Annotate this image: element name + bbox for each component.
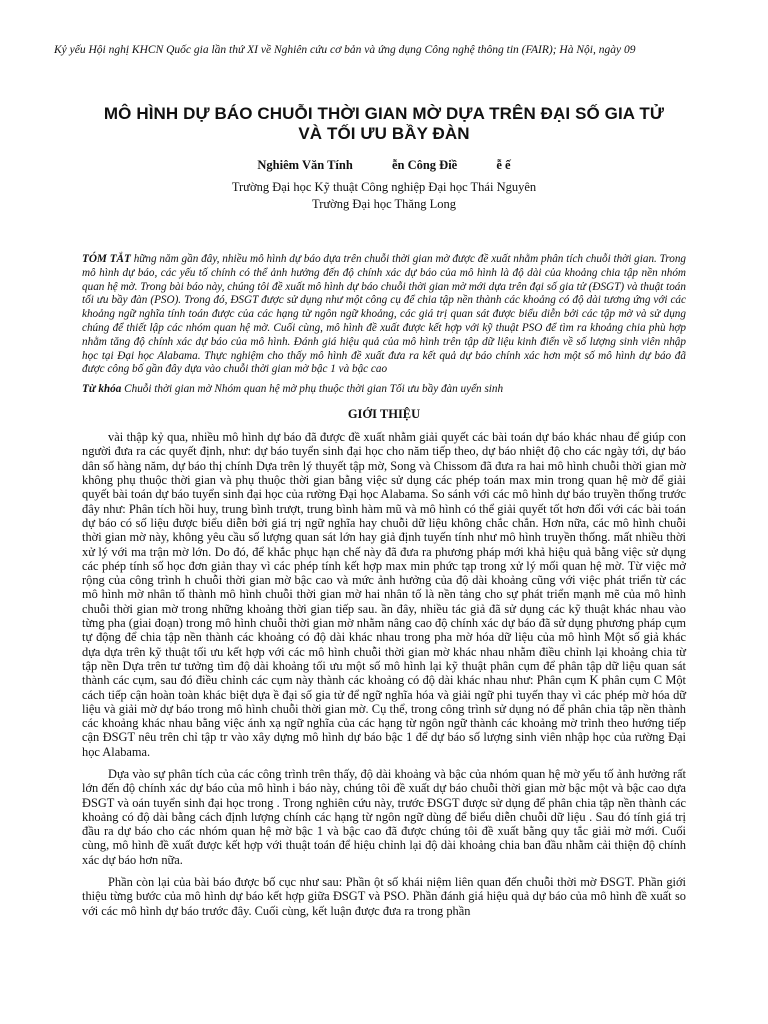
- body-paragraph-3: Phần còn lại của bài báo được bố cục như sau: Phần ột số khái niệm liên quan đến chuỗi thời mờ ĐSGT. Phần giới thiệu từng bước của mô hình dự báo kết hợp giữa ĐSGT và PSO. Phần đánh giá hiệu quả dự báo của mô hình đề xuất so với các mô hình dự báo trước đây. Cuối cùng, kết luận được đưa ra trong phần: [82, 875, 686, 918]
- affiliations: [82, 179, 686, 213]
- body-paragraph-2: Dựa vào sự phân tích của các công trình trên thấy, độ dài khoảng và bậc của nhóm quan hệ mờ yếu tố ảnh hưởng rất lớn đến độ chính xác dự báo của mô hình i báo này, chúng tôi đề xuất dự báo chuỗi thời gian mờ bậc một và bậc cao dựa ĐSGT và oán tuyển sinh đại học trong . Trong nghiên cứu này, trước ĐSGT được sử dụng để phân chia tập nền thành các khoảng có độ dài bằng cách định lượng chính các hạng từ ngôn ngữ dùng để biểu diễn chuỗi dữ liệu . Sau đó tính giá trị đầu ra dự báo cho các nhóm quan hệ mờ bậc 1 và bậc cao đã được chúng tôi đề xuất bằng quy tắc giải mờ mới. Cuối cùng, mô hình đề xuất được kết hợp với thuật toán để hiệu chỉnh lại độ dài khoảng chia ban đầu nhằm cải thiện độ chính xác dự báo hơn nữa.: [82, 767, 686, 867]
- title-line-1: MÔ HÌNH DỰ BÁO CHUỖI THỜI GIAN MỜ DỰA TRÊN ĐẠI SỐ GIA TỬ: [103, 104, 665, 123]
- keywords: [82, 383, 686, 395]
- introduction-body: [82, 430, 686, 918]
- section-title-introduction: GIỚI THIỆU: [347, 407, 421, 422]
- author-3: ễ ế: [496, 158, 511, 172]
- abstract: [82, 253, 686, 377]
- title-line-2: VÀ TỐI ƯU BẦY ĐÀN: [298, 124, 470, 143]
- affiliation-1: Trường Đại học Kỹ thuật Công nghiệp Đại học Thái Nguyên: [231, 180, 537, 194]
- body-paragraph-1: vài thập kỷ qua, nhiều mô hình dự báo đã được đề xuất nhằm giải quyết các bài toán dự báo khác nhau để giúp con người đưa ra các quyết định, như: dự báo tuyển sinh đại học cho năm tiếp theo, dự báo nhiệt độ cho các ngày tới, dự báo dân số hàng năm, dự báo thị chính Dựa trên lý thuyết tập mờ, Song và Chissom đã đưa ra hai mô hình chuỗi thời gian mờ không phụ thuộc thời gian và phụ thuộc thời gian bằng việc sử dụng các phép toán max min trong quan hệ mờ để giải quyết bài toán dự báo tuyển sinh đại học của rường Đại học Alabama. So sánh với các mô hình dự báo truyền thống trước đây như: Phân tích hồi huy, trung bình trượt, trung bình hàm mũ và mô hình có thể giải quyết tốt hơn đối với các bài toán dự báo có số liệu được biểu diễn bởi giá trị ngữ nghĩa hay chuỗi dữ liệu không chắc chắn. Hơn nữa, các mô hình chuỗi thời gian mờ này, không yêu cầu số lượng quan sát lớn hay giả định tuyến tính như mô hình truyền thống. mất nhiều thời xử lý với ma trận mờ lớn. Do đó, để khắc phục hạn chế này đã đưa ra phương pháp mới khả hiệu quả bằng việc sử dụng các phép tính số học đơn giản thay vì các phép tính kết hợp max min phức tạp trong xử lý mối quan hệ mờ. Từ việc mở rộng của công trình h chuỗi thời gian mờ bậc cao và mức ảnh hưởng của độ dài khoảng cũng với việc phát triển từ các mô hình mờ nhân tố thành mô hình chuỗi thời gian mờ hai nhân tố là nền tảng cho sự phát triển mạnh mẽ của mô hình chuỗi thời gian mờ trong những khoảng thời gian tiếp sau. ần đây, nhiều tác giả đã sử dụng các kỹ thuật khác nhau vào từng pha (giai đoạn) trong mô hình chuỗi thời gian mờ nhằm nâng cao độ chính xác dự báo đã sử dụng phương pháp cụm tự động để chia tập nền thành các khoảng có độ dài khác nhau trong pha mờ hóa dữ liệu của mô hình Một số giả khác dựa dựa trên kỹ thuật tối ưu kết hợp với các mô hình chuỗi thời gian mờ khác nhau nhằm điều chỉnh lại khoảng chia từ tập nền Dựa trên tư tưởng tìm độ dài khoảng tối ưu một số mô hình lại kỹ thuật phân cụm để phân tập dữ liệu quan sát thành các cụm, sau đó điều chỉnh các cụm này thành các khoảng có độ dài khác nhau như: Phân cụm K phân cụm C Một cách tiếp cận hoàn toàn khác biệt dựa ề đại số gia tử để ngữ nghĩa hóa và giải ngữ phi tuyến thay vì các phép mờ hóa dữ liệu và giải mờ dự báo trong mô hình chuỗi thời gian mờ. Cụ thể, trong công trình sử dụng nó để phân chia tập nền thành các khoảng khác nhau bằng việc ánh xạ ngữ nghĩa của các hạng từ ngôn ngữ thành các khoảng mờ trình theo hướng tiếp cận ĐSGT nêu trên chỉ tập tr vào xây dựng mô hình dự báo bậc 1 để dự báo số lượng sinh viên nhập học của rường Đại học Alabama.: [82, 430, 686, 759]
- author-2: ễn Công Điề: [391, 158, 458, 172]
- author-1: Nghiêm Văn Tính: [257, 158, 353, 172]
- author-list: [82, 158, 686, 173]
- running-header: Kỷ yếu Hội nghị KHCN Quốc gia lần thứ XI về Nghiên cứu cơ bản và ứng dụng Công nghệ thông tin (FAIR); Hà Nội, ngày 09: [54, 44, 636, 56]
- affiliation-2: Trường Đại học Thăng Long: [312, 197, 456, 211]
- keywords-text: Chuỗi thời gian mờ Nhóm quan hệ mờ phụ thuộc thời gian Tối ưu bầy đàn uyển sinh: [124, 383, 504, 396]
- paper-title: [82, 104, 686, 144]
- abstract-label: TÓM TẮT: [82, 253, 131, 265]
- keywords-label: Từ khóa: [82, 383, 122, 396]
- abstract-text: hững năm gần đây, nhiều mô hình dự báo dựa trên chuỗi thời gian mờ được đề xuất nhằm phân tích chuỗi thời gian. Trong mô hình dự báo, các yếu tố chính có thể ảnh hưởng đến độ chính xác dự báo của mô hình là độ dài của khoảng chia tập nền nhóm quan hệ mờ. Trong bài báo này, chúng tôi đề xuất mô hình dự báo chuỗi thời gian mờ mới dựa trên đại số gia tử (ĐSGT) và thuật toán tối ưu bầy đàn (PSO). Trong đó, ĐSGT được sử dụng như một công cụ để chia tập nền thành các khoảng có độ dài tương ứng với các khoảng ngữ nghĩa tính toán được của các hạng từ ngôn ngữ khoảng, các giá trị quan sát được biểu diễn bởi các tập mờ và sử dụng chúng để thiết lập các nhóm quan hệ mờ. Cuối cùng, mô hình đề xuất được kết hợp với kỹ thuật PSO để tìm ra khoảng chia phù hợp nhằm tăng độ chính xác dự báo của mô hình. Đánh giá hiệu quả của mô hình trên tập dữ liệu kinh điển về số lượng sinh viên nhập học tại Đại học Alabama. Thực nghiệm cho thấy mô hình đề xuất đưa ra kết quả dự báo chính xác hơn một số mô hình dự báo đã được công bố gần đây dựa vào chuỗi thời gian mờ bậc 1 và bậc cao: [82, 253, 687, 376]
